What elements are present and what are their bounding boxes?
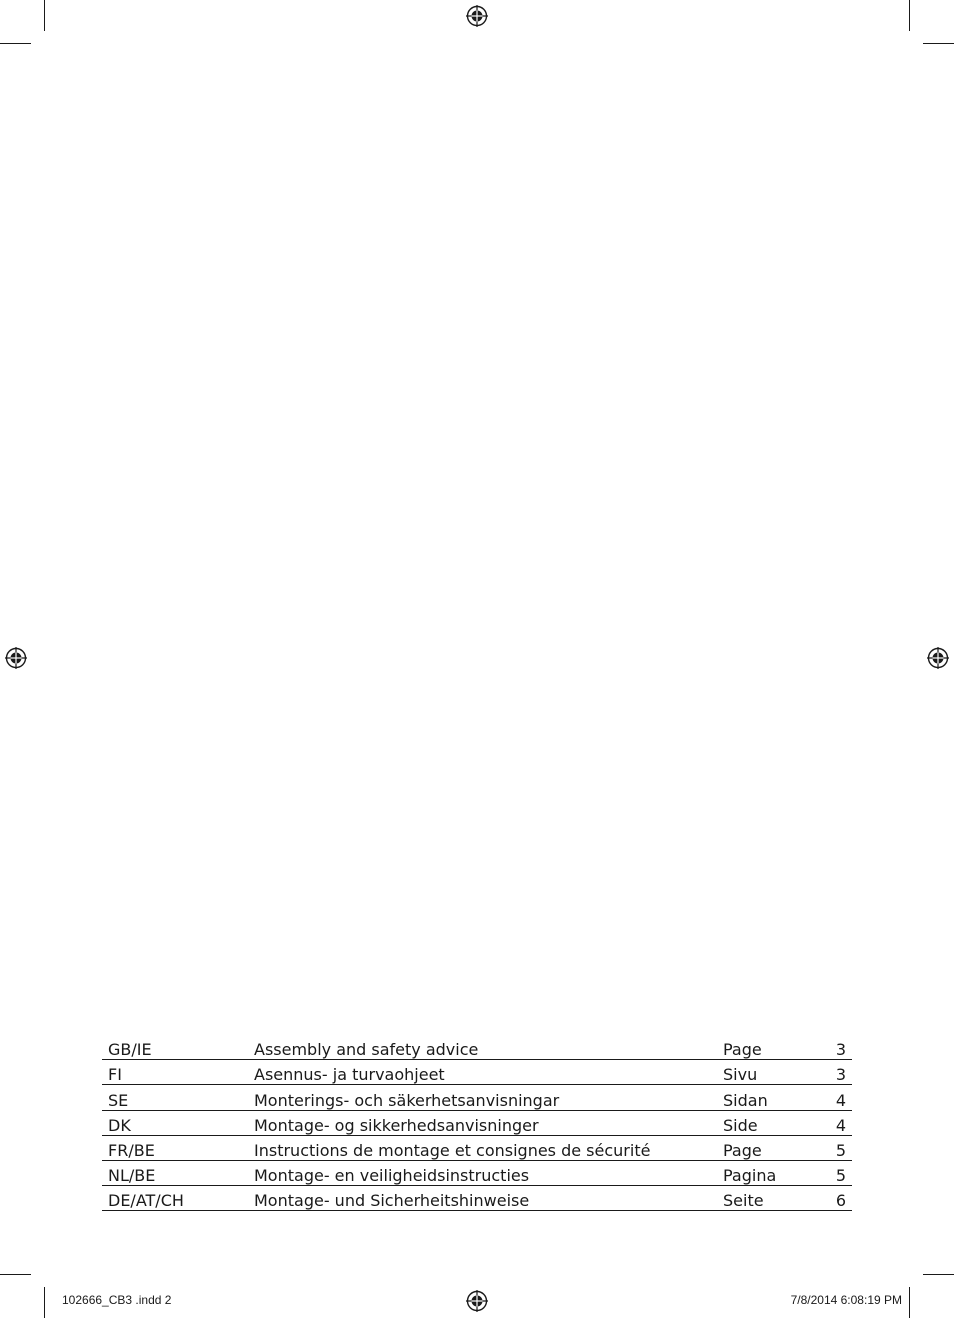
- crop-mark-bottom-left-horizontal: [0, 1274, 31, 1275]
- language-code: DE/AT/CH: [102, 1186, 248, 1211]
- crop-mark-top-left-vertical: [44, 0, 45, 31]
- section-title: Montage- og sikkerhedsanvisninger: [248, 1110, 717, 1135]
- page-number: 3: [825, 1060, 852, 1085]
- crop-mark-bottom-right-vertical: [909, 1287, 910, 1318]
- language-code: FI: [102, 1060, 248, 1085]
- section-title: Assembly and safety advice: [248, 1035, 717, 1060]
- page-number: 3: [825, 1035, 852, 1060]
- language-contents-table: [102, 1035, 852, 1211]
- table-row: [102, 1186, 852, 1211]
- language-code: GB/IE: [102, 1035, 248, 1060]
- table-row: [102, 1035, 852, 1060]
- section-title: Asennus- ja turvaohjeet: [248, 1060, 717, 1085]
- language-code: SE: [102, 1085, 248, 1110]
- page-word: Seite: [717, 1186, 825, 1211]
- registration-mark-icon: [466, 5, 488, 27]
- page-number: 4: [825, 1085, 852, 1110]
- table-row: [102, 1085, 852, 1110]
- language-code: NL/BE: [102, 1160, 248, 1185]
- page-number: 4: [825, 1110, 852, 1135]
- page-word: Page: [717, 1035, 825, 1060]
- table-row: [102, 1110, 852, 1135]
- page-word: Side: [717, 1110, 825, 1135]
- page-number: 6: [825, 1186, 852, 1211]
- page-word: Sivu: [717, 1060, 825, 1085]
- slug-timestamp: 7/8/2014 6:08:19 PM: [790, 1293, 902, 1307]
- table-row: [102, 1135, 852, 1160]
- registration-mark-icon: [927, 647, 949, 669]
- section-title: Monterings- och säkerhetsanvisningar: [248, 1085, 717, 1110]
- crop-mark-top-right-vertical: [909, 0, 910, 31]
- slug-filename: 102666_CB3 .indd 2: [62, 1293, 172, 1307]
- table-row: [102, 1160, 852, 1185]
- page-number: 5: [825, 1135, 852, 1160]
- section-title: Instructions de montage et consignes de sécurité: [248, 1135, 717, 1160]
- page-word: Page: [717, 1135, 825, 1160]
- language-code: DK: [102, 1110, 248, 1135]
- page-word: Sidan: [717, 1085, 825, 1110]
- crop-mark-top-left-horizontal: [0, 43, 31, 44]
- registration-mark-icon: [466, 1290, 488, 1312]
- registration-mark-icon: [5, 647, 27, 669]
- section-title: Montage- und Sicherheitshinweise: [248, 1186, 717, 1211]
- language-code: FR/BE: [102, 1135, 248, 1160]
- page-number: 5: [825, 1160, 852, 1185]
- section-title: Montage- en veiligheidsinstructies: [248, 1160, 717, 1185]
- page-word: Pagina: [717, 1160, 825, 1185]
- table-row: [102, 1060, 852, 1085]
- crop-mark-top-right-horizontal: [923, 43, 954, 44]
- crop-mark-bottom-left-vertical: [44, 1287, 45, 1318]
- crop-mark-bottom-right-horizontal: [923, 1274, 954, 1275]
